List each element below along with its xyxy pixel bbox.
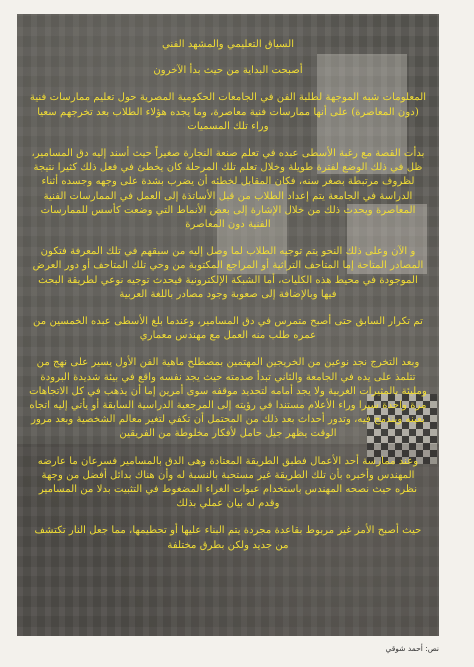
article-paragraph: تم تكرار السابق حتى أصبح متمرس في دق المسامير، وعندما بلغ الأسطى عبده الخمسين من عمره طلب منه العمل مع مهندس معماري xyxy=(33,316,423,342)
article-paragraph: وبعد التخرج نجد نوعين من الخريجين المهتمين بمصطلح ماهية الفن الأول يسير على نهج من تتلمذ على يده في الجامعة والثاني تبدأ صدمته حيث يجد نفسه واقع في بيئة شديدة البرودة ومليئة بالمثيرات الغربية ولا يجد أمامه لتحديد موقفه سوى أمرين إما أن يذهب في كل الاتجاهات مرة واحدة سيرا وراء الأعلام مستندا في رؤيته إلى المرجعية الدراسية السابقة أو يأتي إليه اتجاه بعينه ويندمج فيه، وتدور أحداث بعد ذلك من المحتمل أن تكفي لتغير معالم الشخصية وبعد مرور الوقت يظهر جيل حامل لأفكار مخلوطة من الفريقين xyxy=(29,357,427,440)
article-subtitle: أصبحت البداية من حيث بدأ الآخرون xyxy=(153,65,303,77)
article-paragraph: و الآن وعلى ذلك النحو يتم توجيه الطلاب لما وصل إليه من سبقهم في تلك المعرفة فتكون المصادر المتاحة إما المتاحف التراثية أو المراجع المكتوبة من وحي تلك المتاحف أو دور العرض الموجودة في محيط هذه الكليات، أما الشبكة الإلكترونية فيحدث توجيه نوعي لطريقة البحث فيها وبالإضافة إلى صعوبة وجود مصادر باللغة العربية xyxy=(32,246,424,300)
author-credit: نص: أحمد شوقي xyxy=(385,644,439,653)
article-text xyxy=(17,14,439,636)
article-title: السياق التعليمي والمشهد الفني xyxy=(161,39,295,50)
article-panel xyxy=(17,14,439,636)
article-paragraph: وعند ممارسة أحد الأعمال فطبق الطريقة المعتادة وهى الدق بالمسامير فسرعان ما عارضه المهندس وأخبره بأن تلك الطريقة غير مستحبة بالنسبة له وأن هناك بدائل أفضل من وجهة نظره حيث نصحه المهندس باستخدام عبوات الغراء المضغوط في التثبيت بدلا من المسامير وقدم له بيان عملي بذلك xyxy=(37,455,419,510)
article-paragraph: المعلومات شبه الموجهة لطلبة الفن في الجامعات الحكومية المصرية حول تعليم ممارسات فنية (دون المعاصرة) على أنها ممارسات فنية معاصرة، وما يجده هؤلاء الطلاب بعد تخرجهم سعيا وراء تلك المسميات xyxy=(29,92,427,132)
article-paragraph: حيث أصبح الأمر غير مربوط بقاعدة مجردة يتم البناء عليها أو تحطيمها، مما جعل النار تكتشف من جديد ولكن بطرق مختلفة xyxy=(34,525,422,551)
article-paragraph: بدأت القصة مع رغبة الأسطى عبده في تعلم صنعة النجارة صغيراً حيث أسند إليه دق المسامير، ظل في ذلك الوضع لفترة طويلة وخلال تعلم تلك المرحلة كان يخطئ في فعل ذلك كثيرا نتيجة لظروف مرتبطة بصغر سنه، فكان المقابل لخطئه أن يضرب بشدة على وجهه وجسده أثناء الدراسة في الجامعة يتم إعداد الطلاب من قبل الأساتذة إلى العمل في الممارسات الفنية المعاصرة ويحدث ذلك من خلال الإشارة إلى بعض الأنماط التي وضعت كأسس للممارسات الفنية دون المعاصرة xyxy=(31,148,425,231)
